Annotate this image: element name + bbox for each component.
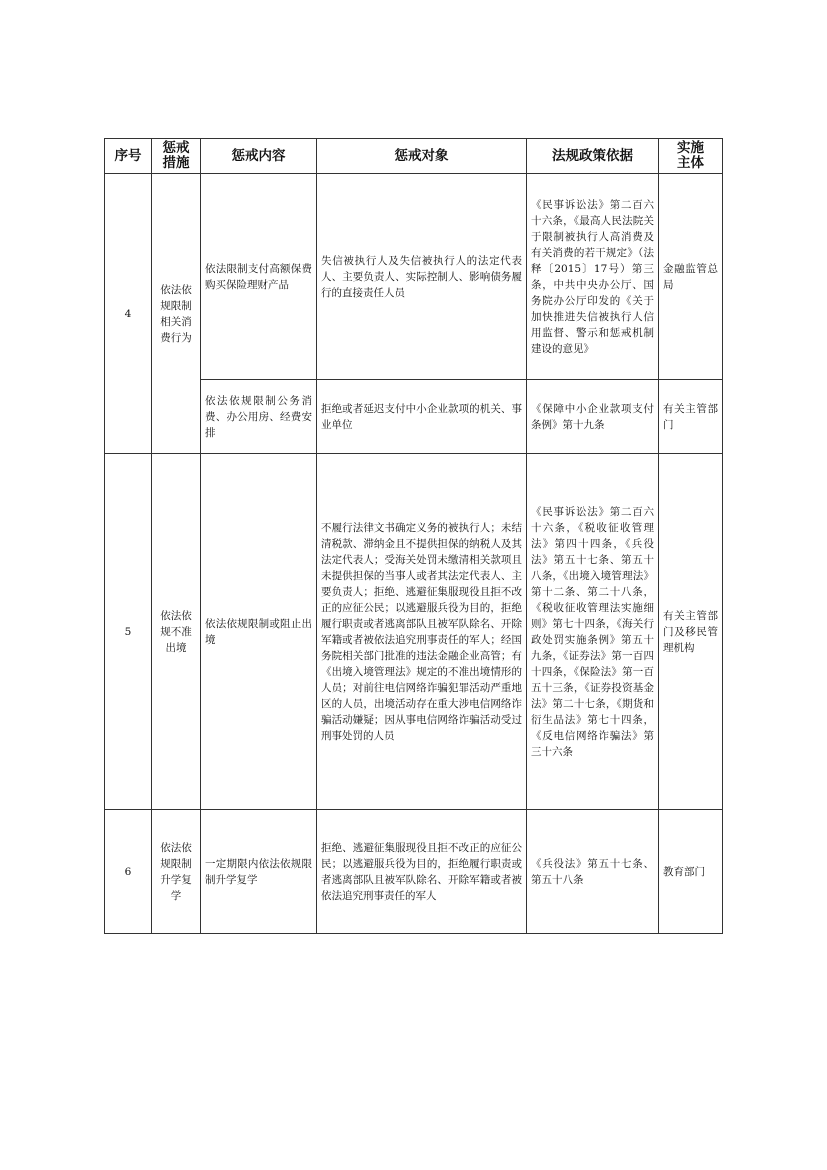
target-cell: 失信被执行人及失信被执行人的法定代表人、主要负责人、实际控制人、影响债务履行的直接责任人员 bbox=[317, 174, 527, 380]
table-header-row bbox=[105, 139, 723, 174]
measure-cell: 依法依规限制升学复学 bbox=[152, 810, 201, 934]
header-agency: 实施 主体 bbox=[659, 139, 723, 174]
content-cell: 依法限制支付高额保费购买保险理财产品 bbox=[201, 174, 317, 380]
target-cell: 拒绝或者延迟支付中小企业款项的机关、事业单位 bbox=[317, 380, 527, 454]
table-row bbox=[105, 174, 723, 380]
basis-cell: 《保障中小企业款项支付条例》第十九条 bbox=[527, 380, 659, 454]
header-measure: 惩戒 措施 bbox=[152, 139, 201, 174]
penalty-table bbox=[104, 138, 723, 934]
basis-cell: 《民事诉讼法》第二百六十六条，《税收征收管理法》第四十四条，《兵役法》第五十七条、第五十八条，《出境入境管理法》第十二条、第二十八条，《税收征收管理法实施细则》第七十四条，《海关行政处罚实施条例》第五十九条，《证券法》第一百四十四条，《保险法》第一百五十三条，《证券投资基金法》第二十七条，《期货和衍生品法》第七十四条，《反电信网络诈骗法》第三十六条 bbox=[527, 454, 659, 810]
measure-cell: 依法依规不准出境 bbox=[152, 454, 201, 810]
content-cell: 依法依规限制公务消费、办公用房、经费安排 bbox=[201, 380, 317, 454]
agency-cell: 金融监管总局 bbox=[659, 174, 723, 380]
agency-cell: 有关主管部门及移民管理机构 bbox=[659, 454, 723, 810]
row-number: 4 bbox=[105, 174, 152, 454]
content-cell: 一定期限内依法依规限制升学复学 bbox=[201, 810, 317, 934]
content-cell: 依法依规限制或阻止出境 bbox=[201, 454, 317, 810]
row-number: 6 bbox=[105, 810, 152, 934]
row-number: 5 bbox=[105, 454, 152, 810]
header-content: 惩戒内容 bbox=[201, 139, 317, 174]
header-target: 惩戒对象 bbox=[317, 139, 527, 174]
table-row bbox=[105, 454, 723, 810]
header-no: 序号 bbox=[105, 139, 152, 174]
basis-cell: 《民事诉讼法》第二百六十六条，《最高人民法院关于限制被执行人高消费及有关消费的若干规定》（法释〔2015〕17号）第三条，中共中央办公厅、国务院办公厅印发的《关于加快推进失信被执行人信用监督、警示和惩戒机制建设的意见》 bbox=[527, 174, 659, 380]
agency-cell: 有关主管部门 bbox=[659, 380, 723, 454]
table-row bbox=[105, 810, 723, 934]
target-cell: 不履行法律文书确定义务的被执行人；未结清税款、滞纳金且不提供担保的纳税人及其法定代表人；受海关处罚未缴清相关款项且未提供担保的当事人或者其法定代表人、主要负责人；拒绝、逃避征集服现役且拒不改正的应征公民；以逃避服兵役为目的，拒绝履行职责或者逃离部队且被军队除名、开除军籍或者被依法追究刑事责任的军人；经国务院相关部门批准的违法金融企业高管；有《出境入境管理法》规定的不准出境情形的人员；对前往电信网络诈骗犯罪活动严重地区的人员，出境活动存在重大涉电信网络诈骗活动嫌疑；因从事电信网络诈骗活动受过刑事处罚的人员 bbox=[317, 454, 527, 810]
target-cell: 拒绝、逃避征集服现役且拒不改正的应征公民；以逃避服兵役为目的，拒绝履行职责或者逃离部队且被军队除名、开除军籍或者被依法追究刑事责任的军人 bbox=[317, 810, 527, 934]
agency-cell: 教育部门 bbox=[659, 810, 723, 934]
header-basis: 法规政策依据 bbox=[527, 139, 659, 174]
measure-cell: 依法依规限制相关消费行为 bbox=[152, 174, 201, 454]
basis-cell: 《兵役法》第五十七条、第五十八条 bbox=[527, 810, 659, 934]
